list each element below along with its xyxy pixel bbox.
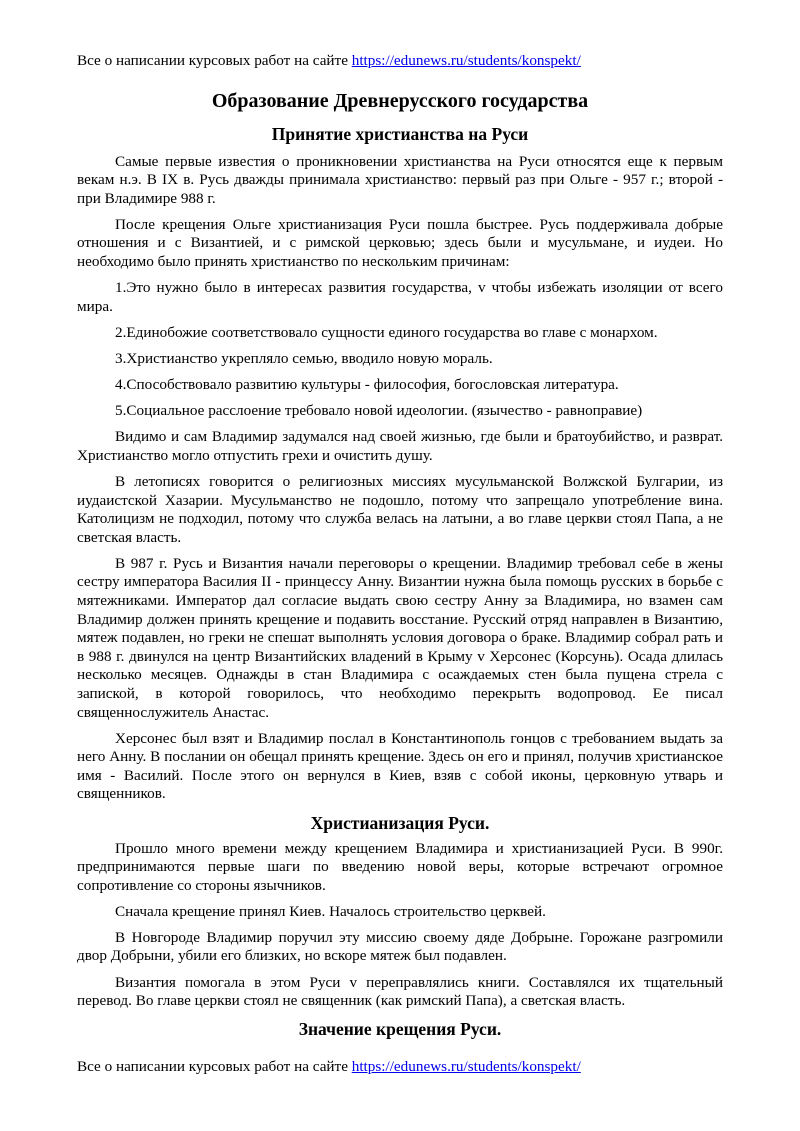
- section-heading-christianization: Христианизация Руси.: [310, 812, 490, 833]
- document-page: [77, 52, 723, 1046]
- document-title: Образование Древнерусского государства: [211, 89, 589, 112]
- paragraph: В летописях говорится о религиозных миссиях мусульманской Волжской Булгарии, из иудаистской Хазарии. Мусульманство не подошло, потому что запрещало употребление вина. Католицизм не подходил, потому что служба велась на латыни, а во главе церкви стоял Папа, а не светская власть.: [77, 472, 723, 546]
- list-item: 3.Христианство укрепляло семью, вводило новую мораль.: [115, 349, 493, 367]
- paragraph: Самые первые известия о проникновении христианства на Руси относятся еще к первым векам н.э. В IX в. Русь дважды принимала христианство: первый раз при Ольге - 957 г.; второй - при Владимире 988 г.: [77, 152, 723, 207]
- paragraph: Прошло много времени между крещением Владимира и христианизацией Руси. В 990г. предпринимаются первые шаги по введению новой веры, которые встречают огромное сопротивление со стороны язычников.: [77, 839, 723, 894]
- footer-link[interactable]: https://edunews.ru/students/konspekt/: [351, 1058, 581, 1075]
- list-item: 2.Единобожие соответствовало сущности единого государства во главе с монархом.: [115, 323, 658, 341]
- paragraph: В Новгороде Владимир поручил эту миссию своему дяде Добрыне. Горожане разгромили двор Добрыни, убили его близких, но вскоре мятеж был подавлен.: [77, 928, 723, 965]
- footer-line: [77, 1058, 723, 1077]
- list-item: 1.Это нужно было в интересах развития государства, v чтобы избежать изоляции от всего мира.: [77, 279, 723, 315]
- paragraph: Видимо и сам Владимир задумался над своей жизнью, где были и братоубийство, и разврат. Христианство могло отпустить грехи и очистить душу.: [77, 428, 723, 464]
- footer-text: Все о написании курсовых работ на сайте: [77, 1058, 352, 1075]
- section-heading-significance: Значение крещения Руси.: [298, 1019, 502, 1040]
- header-link[interactable]: https://edunews.ru/students/konspekt/: [351, 52, 581, 69]
- paragraph: Сначала крещение принял Киев. Началось строительство церквей.: [115, 902, 546, 920]
- paragraph: В 987 г. Русь и Византия начали переговоры о крещении. Владимир требовал себе в жены сестру императора Василия II - принцессу Анну. Византии нужна была помощь русских в борьбе с мятежниками. Император дал согласие выдать свою сестру Анну за Владимира, но взамен сам Владимир должен принять крещение и подавить восстание. Русский отряд направлен в Византию, мятеж подавлен, но греки не спешат выполнять условия договора о браке. Владимир собрал рать и в 988 г. двинулся на центр Византийских владений в Крыму v Херсонес (Корсунь). Осада длилась несколько месяцев. Однажды в стан Владимира с осаждаемых стен была пущена стрела с запиской, в которой говорилось, что необходимо перекрыть водопровод. Ее писал священнослужитель Анастас.: [77, 554, 723, 721]
- header-text: Все о написании курсовых работ на сайте: [77, 52, 352, 69]
- list-item: 5.Социальное расслоение требовало новой идеологии. (язычество - равноправие): [115, 402, 643, 420]
- section-heading-christianity: Принятие христианства на Руси: [271, 123, 529, 144]
- list-item: 4.Способствовало развитию культуры - философия, богословская литература.: [115, 376, 619, 394]
- paragraph: Византия помогала в этом Руси v переправлялись книги. Составлялся их тщательный перевод. Во главе церкви стоял не священник (как римский Папа), а светская власть.: [77, 973, 723, 1010]
- paragraph: После крещения Ольге христианизация Руси пошла быстрее. Русь поддерживала добрые отношения и с Византией, и с римской церковью; здесь были и мусульмане, и иудеи. Но необходимо было принять христианство по нескольким причинам:: [77, 215, 723, 271]
- paragraph: Херсонес был взят и Владимир послал в Константинополь гонцов с требованием выдать за него Анну. В послании он обещал принять крещение. Здесь он его и принял, получив христианское имя - Василий. После этого он вернулся в Киев, взяв с собой иконы, церковную утварь и священников.: [77, 729, 723, 803]
- header-line: [77, 52, 723, 71]
